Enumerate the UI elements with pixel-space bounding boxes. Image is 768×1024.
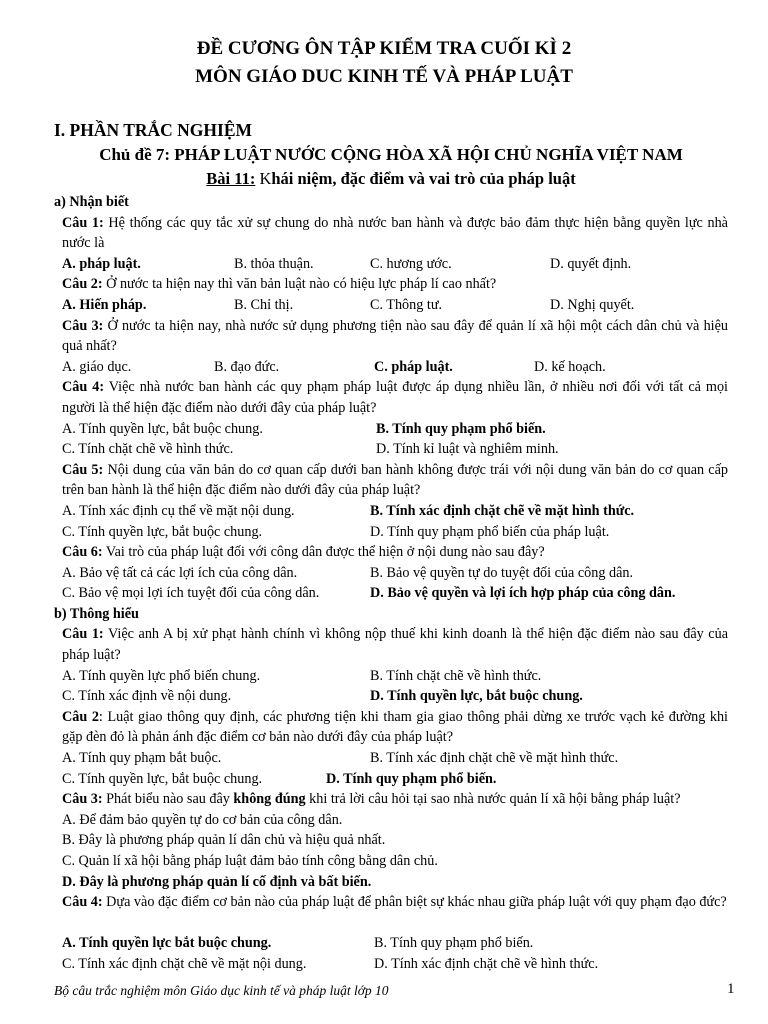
question	[0, 274, 768, 295]
answer-option[interactable]: B. Tính xác định chặt chẽ về mặt hình thức.	[370, 750, 619, 767]
question-label: Câu 2	[62, 708, 99, 725]
page-number: 1	[727, 981, 735, 997]
answer-row	[0, 748, 768, 769]
question-label: Câu 1:	[62, 214, 104, 231]
question	[0, 377, 768, 418]
answer-row	[0, 851, 768, 872]
answer-option[interactable]: D. kế hoạch.	[534, 358, 606, 375]
answer-option[interactable]: A. Hiến pháp.	[62, 296, 147, 313]
answer-option[interactable]: D. Tính quyền lực, bắt buộc chung.	[370, 688, 583, 705]
answer-row	[0, 872, 768, 893]
lesson-label: Bài 11:	[206, 169, 256, 188]
question	[0, 316, 768, 357]
answer-row	[0, 583, 768, 604]
answer-row	[0, 666, 768, 687]
answer-option[interactable]: B. Chỉ thị.	[234, 296, 294, 313]
answer-option[interactable]: D. quyết định.	[550, 255, 632, 272]
answer-option[interactable]: C. Tính quyền lực, bắt buộc chung.	[62, 523, 263, 540]
answer-option[interactable]: B. Bảo vệ quyền tự do tuyệt đối của công dân.	[370, 564, 634, 581]
question-emphasis: không đúng	[233, 791, 306, 808]
question-text: Hệ thống các quy tắc xử sự chung do nhà nước ban hành và được bảo đảm thực hiện bằng quyền lực nhà nước là	[62, 214, 728, 252]
answer-option[interactable]: B. Tính quy phạm phổ biến.	[376, 420, 546, 437]
answer-option[interactable]: C. Quản lí xã hội bằng pháp luật đảm bảo tính công bằng dân chủ.	[62, 853, 438, 869]
question-text: Việc anh A bị xử phạt hành chính vì không nộp thuế khi kinh doanh là thể hiện đặc điểm nào sau đây của pháp luật?	[62, 626, 728, 664]
answer-option[interactable]: D. Tính quy phạm phổ biến của pháp luật.	[370, 523, 610, 540]
level-heading-a: a) Nhận biết	[54, 194, 129, 210]
question-text: : Luật giao thông quy định, các phương tiện khi tham gia giao thông phải dừng xe trước vạch kẻ đường khi gặp đèn đỏ là phản ánh đặc điểm cơ bản nào dưới đây của pháp luật?	[62, 708, 729, 746]
answer-option[interactable]: B. thỏa thuận.	[234, 255, 314, 272]
answer-row	[0, 769, 768, 790]
answer-option[interactable]: B. Tính quy phạm phổ biến.	[374, 935, 534, 952]
lesson-first-letter: K	[255, 169, 272, 188]
question-label: Câu 1:	[62, 626, 104, 643]
level-heading-b: b) Thông hiểu	[54, 605, 139, 622]
answer-option[interactable]: A. Tính quy phạm bắt buộc.	[62, 750, 222, 767]
answer-row	[0, 439, 768, 460]
answer-option[interactable]: B. Tính chặt chẽ về hình thức.	[370, 667, 542, 684]
lesson-title: hái niệm, đặc điểm và vai trò của pháp luật	[271, 169, 576, 188]
answer-option[interactable]: C. pháp luật.	[374, 358, 453, 375]
question-label: Câu 3:	[62, 317, 104, 334]
answer-row	[0, 954, 768, 975]
question-label: Câu 6:	[62, 544, 103, 561]
answer-option[interactable]: D. Tính quy phạm phổ biến.	[326, 770, 497, 787]
question-text: khi trả lời câu hỏi tại sao nhà nước quản lí xã hội bằng pháp luật?	[305, 791, 681, 808]
answer-option[interactable]: A. Tính quyền lực phổ biến chung.	[62, 667, 261, 684]
answer-row	[0, 501, 768, 522]
answer-row	[0, 357, 768, 378]
answer-option[interactable]: C. Tính chặt chẽ về hình thức.	[62, 441, 234, 458]
answer-option[interactable]: C. hương ước.	[370, 255, 452, 272]
answer-option[interactable]: C. Tính xác định về nội dung.	[62, 688, 232, 705]
question	[0, 542, 768, 563]
answer-row	[0, 295, 768, 316]
answer-option[interactable]: D. Đây là phương pháp quản lí cố định và bất biến.	[62, 873, 372, 890]
answer-row	[0, 686, 768, 707]
answer-row	[0, 522, 768, 543]
question-text: Nội dung của văn bản do cơ quan cấp dưới ban hành không được trái với nội dung văn bản do cơ quan cấp trên ban hành là thể hiện đặc điểm nào dưới đây của pháp luật?	[62, 461, 728, 499]
question-list	[0, 192, 768, 975]
answer-option[interactable]: C. Tính quyền lực, bắt buộc chung.	[62, 770, 263, 787]
question	[0, 892, 768, 933]
question-label: Câu 5:	[62, 461, 104, 478]
section-heading: I. PHẦN TRẮC NGHIỆM	[54, 120, 253, 140]
question-label: Câu 3:	[62, 791, 103, 808]
question	[0, 624, 768, 665]
answer-row	[0, 563, 768, 584]
answer-option[interactable]: B. đạo đức.	[214, 358, 280, 375]
lesson-heading	[0, 169, 768, 189]
answer-option[interactable]: D. Tính kỉ luật và nghiêm minh.	[376, 441, 559, 458]
question-text: Vai trò của pháp luật đối với công dân được thể hiện ở nội dung nào sau đây?	[102, 544, 545, 561]
answer-option[interactable]: B. Đây là phương pháp quản lí dân chủ và hiệu quả nhất.	[62, 832, 386, 849]
answer-option[interactable]: A. Để đảm bảo quyền tự do cơ bản của công dân.	[62, 811, 343, 828]
answer-row	[0, 830, 768, 851]
answer-option[interactable]: C. Bảo vệ mọi lợi ích tuyệt đối của công dân.	[62, 585, 320, 602]
question-label: Câu 4:	[62, 379, 105, 396]
question	[0, 707, 768, 748]
answer-option[interactable]: D. Nghị quyết.	[550, 296, 635, 313]
answer-option[interactable]: C. Tính xác định chặt chẽ về mặt nội dung.	[62, 955, 307, 972]
answer-option[interactable]: A. Tính quyền lực, bắt buộc chung.	[62, 420, 263, 437]
question-text: Ở nước ta hiện nay thì văn bản luật nào có hiệu lực pháp lí cao nhất?	[102, 276, 497, 293]
answer-option[interactable]: D. Tính xác định chặt chẽ về hình thức.	[374, 955, 599, 972]
question	[0, 460, 768, 501]
question-text: Việc nhà nước ban hành các quy phạm pháp luật được áp dụng nhiều lần, ở nhiều nơi đối với tất cả mọi người là thể hiện đặc điểm nào dưới đây của pháp luật?	[62, 379, 728, 416]
answer-option[interactable]: B. Tính xác định chặt chẽ về mặt hình thức.	[370, 502, 635, 519]
document-title-line1: ĐỀ CƯƠNG ÔN TẬP KIỂM TRA CUỐI KÌ 2	[196, 38, 572, 59]
answer-option[interactable]: A. giáo dục.	[62, 358, 132, 375]
answer-option[interactable]: A. pháp luật.	[62, 255, 141, 272]
question-text: Phát biểu nào sau đây	[102, 791, 234, 808]
page-footer: Bộ câu trắc nghiệm môn Giáo dục kinh tế và pháp luật lớp 10	[54, 983, 389, 998]
question	[0, 213, 768, 254]
answer-option[interactable]: D. Bảo vệ quyền và lợi ích hợp pháp của công dân.	[370, 585, 676, 602]
question-text: Ở nước ta hiện nay, nhà nước sử dụng phương tiện nào sau đây để quản lí xã hội một cách dân chủ và hiệu quả nhất?	[62, 317, 728, 355]
answer-row	[0, 254, 768, 275]
question-label: Câu 4:	[62, 894, 103, 911]
answer-option[interactable]: A. Tính xác định cụ thể về mặt nội dung.	[62, 502, 295, 519]
answer-row	[0, 933, 768, 954]
answer-row	[0, 810, 768, 831]
question-text: Dựa vào đặc điểm cơ bản nào của pháp luật để phân biệt sự khác nhau giữa pháp luật với quy phạm đạo đức?	[102, 894, 727, 911]
topic-heading: Chủ đề 7: PHÁP LUẬT NƯỚC CỘNG HÒA XÃ HỘI CHỦ NGHĨA VIỆT NAM	[99, 145, 683, 164]
answer-option[interactable]: A. Tính quyền lực bắt buộc chung.	[62, 935, 272, 952]
answer-option[interactable]: A. Bảo vệ tất cả các lợi ích của công dân.	[62, 564, 298, 581]
question-label: Câu 2:	[62, 276, 103, 293]
answer-row	[0, 419, 768, 440]
document-title-line2: MÔN GIÁO DUC KINH TẾ VÀ PHÁP LUẬT	[195, 66, 573, 87]
answer-option[interactable]: C. Thông tư.	[370, 296, 443, 313]
question	[0, 789, 768, 810]
